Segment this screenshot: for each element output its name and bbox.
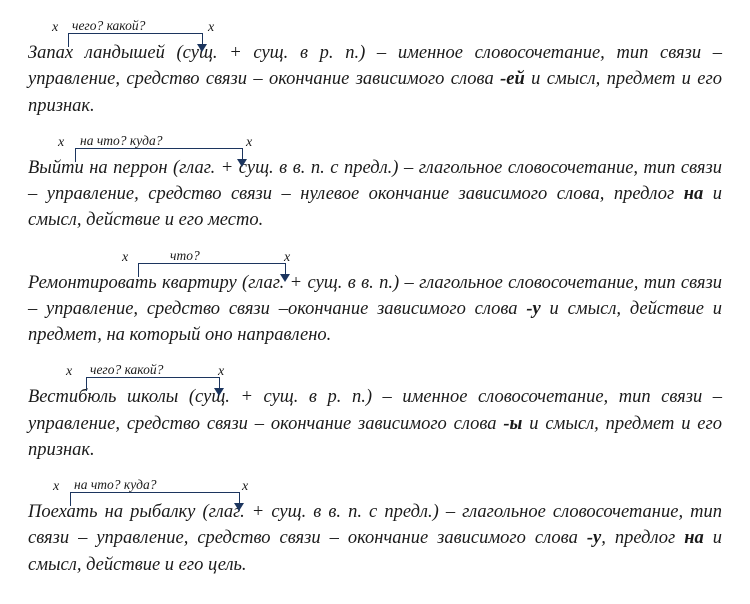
head-word-marker-left: x [66, 364, 73, 380]
arrow-head-icon [234, 503, 244, 511]
text-run: Выйти на перрон (глаг. + сущ. в в. п. с предл.) – глагольное словосочетание, тип связи – управление, средство связи – нулевое окончание зависимого слова, предлог [28, 157, 722, 205]
head-word-marker-right: x [246, 134, 253, 150]
dependency-arrow-bracket [68, 33, 203, 47]
arrow-head-icon [237, 159, 247, 167]
highlighted-morpheme: на [684, 528, 704, 549]
dependency-arrow-bracket [75, 148, 243, 162]
analysis-entry [28, 362, 722, 463]
head-word-marker-right: x [284, 249, 291, 265]
analysis-text [28, 40, 722, 119]
annotation-row [28, 362, 722, 384]
head-word-marker-right: x [218, 364, 225, 380]
question-label: чего? какой? [72, 18, 146, 33]
text-run: и смысл, действие и предмет, на который оно направлено. [28, 298, 722, 346]
question-label: чего? какой? [90, 362, 164, 378]
text-run: Ремонтировать квартиру (глаг. + сущ. в в. п.) – глагольное словосочетание, тип связи – управление, средство связи –окончание зависимого слова [28, 272, 722, 319]
highlighted-morpheme: -ы [503, 413, 523, 434]
text-run: Поехать на рыбалку (глаг. + сущ. в в. п. с предл.) – глагольное словосочетание, тип связи – управление, средство связи – окончание зависимого слова [28, 502, 722, 549]
analysis-entry [28, 133, 722, 234]
arrow-head-icon [280, 274, 290, 282]
text-run: и смысл, действие и его цель. [28, 528, 723, 575]
analysis-text [28, 499, 722, 578]
head-word-marker-left: x [52, 20, 59, 35]
highlighted-morpheme: -ей [500, 69, 525, 90]
text-run: , предлог [601, 528, 685, 549]
text-run: Вестибюль школы (сущ. + сущ. в р. п.) – именное словосочетание, тип связи – управление, средство связи – окончание зависимого слова [28, 387, 722, 434]
highlighted-morpheme: -у [586, 528, 602, 549]
annotation-row [28, 18, 722, 40]
head-word-marker-right: x [208, 20, 215, 35]
highlighted-morpheme: -у [526, 298, 541, 319]
analysis-text [28, 155, 722, 234]
annotation-row [28, 248, 722, 270]
text-run: и смысл, предмет и его признак. [28, 413, 722, 460]
head-word-marker-left: x [53, 479, 60, 495]
analysis-entry [28, 477, 722, 578]
text-run: Запах ландышей (сущ. + сущ. в р. п.) – именное словосочетание, тип связи – управление, средство связи – окончание зависимого слова [28, 43, 722, 90]
head-word-marker-left: x [122, 249, 129, 265]
annotation-row [28, 477, 722, 499]
dependency-arrow-bracket [70, 492, 240, 506]
entry-list [28, 18, 722, 578]
annotation-row [28, 133, 722, 155]
dependency-arrow-bracket [138, 263, 286, 277]
dependency-arrow-bracket [86, 377, 220, 391]
arrow-head-icon [214, 388, 224, 396]
analysis-text [28, 384, 722, 463]
question-label: что? [170, 247, 200, 263]
question-label: на что? куда? [74, 477, 157, 493]
arrow-head-icon [197, 44, 207, 52]
analysis-text [28, 270, 722, 349]
text-run: и смысл, предмет и его признак. [28, 69, 722, 116]
question-label: на что? куда? [80, 132, 163, 148]
text-run: и смысл, действие и его место. [28, 184, 723, 231]
head-word-marker-left: x [58, 134, 65, 150]
analysis-entry [28, 18, 722, 119]
analysis-entry [28, 248, 722, 349]
head-word-marker-right: x [242, 479, 249, 495]
highlighted-morpheme: на [683, 184, 704, 205]
